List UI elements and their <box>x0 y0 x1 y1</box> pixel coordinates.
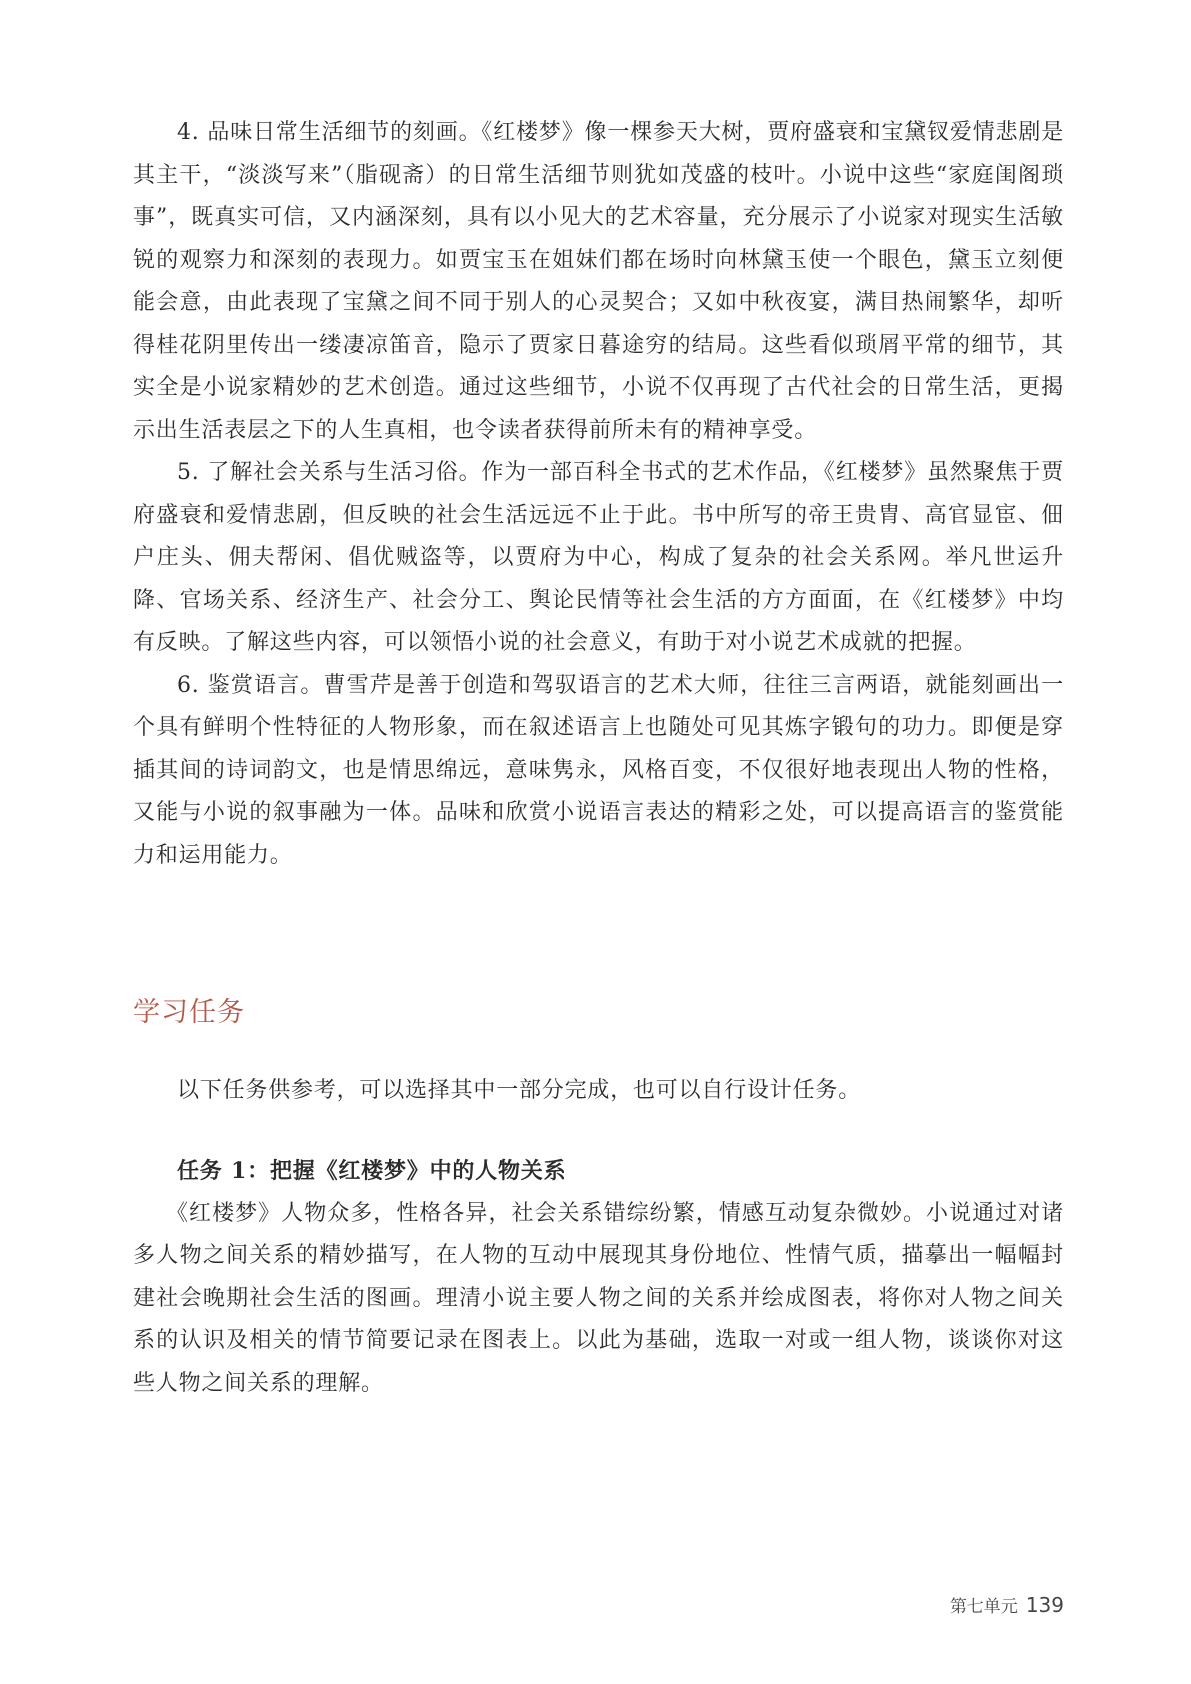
section-heading: 学习任务 <box>133 997 245 1028</box>
task-1-title: 任务 1：把握《红楼梦》中的人物关系 <box>177 1158 567 1184</box>
unit-label: 第七单元 <box>949 1597 1018 1617</box>
page-footer <box>950 1592 1064 1617</box>
task-1-body: 《红楼梦》人物众多，性格各异，社会关系错综纷繁，情感互动复杂微妙。小说通过对诸多人物之间关系的精妙描写，在人物的互动中展现其身份地位、性情气质，描摹出一幅幅封建社会晚期社会生活的图画。理清小说主要人物之间的关系并绘成图表，将你对人物之间关系的认识及相关的情节简要记录在图表上。以此为基础，选取一对或一组人物，谈谈你对这些人物之间关系的理解。 <box>133 1200 1064 1396</box>
task-1 <box>133 1150 1064 1405</box>
paragraph-5: 5. 了解社会关系与生活习俗。作为一部百科全书式的艺术作品，《红楼梦》虽然聚焦于贾府盛衰和爱情悲剧，但反映的社会生活远远不止于此。书中所写的帝王贵胄、高官显宦、佃户庄头、佣夫帮闲、倡优贼盗等，以贾府为中心，构成了复杂的社会关系网。举凡世运升降、官场关系、经济生产、社会分工、舆论民情等社会生活的方方面面，在《红楼梦》中均有反映。了解这些内容，可以领悟小说的社会意义，有助于对小说艺术成就的把握。 <box>133 460 1064 655</box>
task-note-text: 以下任务供参考，可以选择其中一部分完成，也可以自行设计任务。 <box>177 1078 862 1103</box>
task-note <box>133 1070 1064 1113</box>
body-text <box>133 112 1064 877</box>
paragraph-4: 4. 品味日常生活细节的刻画。《红楼梦》像一棵参天大树，贾府盛衰和宝黛钗爱情悲剧是其主干，“淡淡写来”（脂砚斋）的日常生活细节则犹如茂盛的枝叶。小说中这些“家庭闺阁琐事”，既真实可信，又内涵深刻，具有以小见大的艺术容量，充分展示了小说家对现实生活敏锐的观察力和深刻的表现力。如贾宝玉在姐妹们都在场时向林黛玉使一个眼色，黛玉立刻便能会意，由此表现了宝黛之间不同于别人的心灵契合；又如中秋夜宴，满目热闹繁华，却听得桂花阴里传出一缕凄凉笛音，隐示了贾家日暮途穷的结局。这些看似琐屑平常的细节，其实全是小说家精妙的艺术创造。通过这些细节，小说不仅再现了古代社会的日常生活，更揭示出生活表层之下的人生真相，也令读者获得前所未有的精神享受。 <box>133 120 1064 443</box>
paragraph-6: 6. 鉴赏语言。曹雪芹是善于创造和驾驭语言的艺术大师，往往三言两语，就能刻画出一个具有鲜明个性特征的人物形象，而在叙述语言上也随处可见其炼字锻句的功力。即便是穿插其间的诗词韵文，也是情思绵远，意味隽永，风格百变，不仅很好地表现出人物的性格，又能与小说的叙事融为一体。品味和欣赏小说语言表达的精彩之处，可以提高语言的鉴赏能力和运用能力。 <box>133 672 1064 868</box>
page-number: 139 <box>1025 1593 1064 1617</box>
